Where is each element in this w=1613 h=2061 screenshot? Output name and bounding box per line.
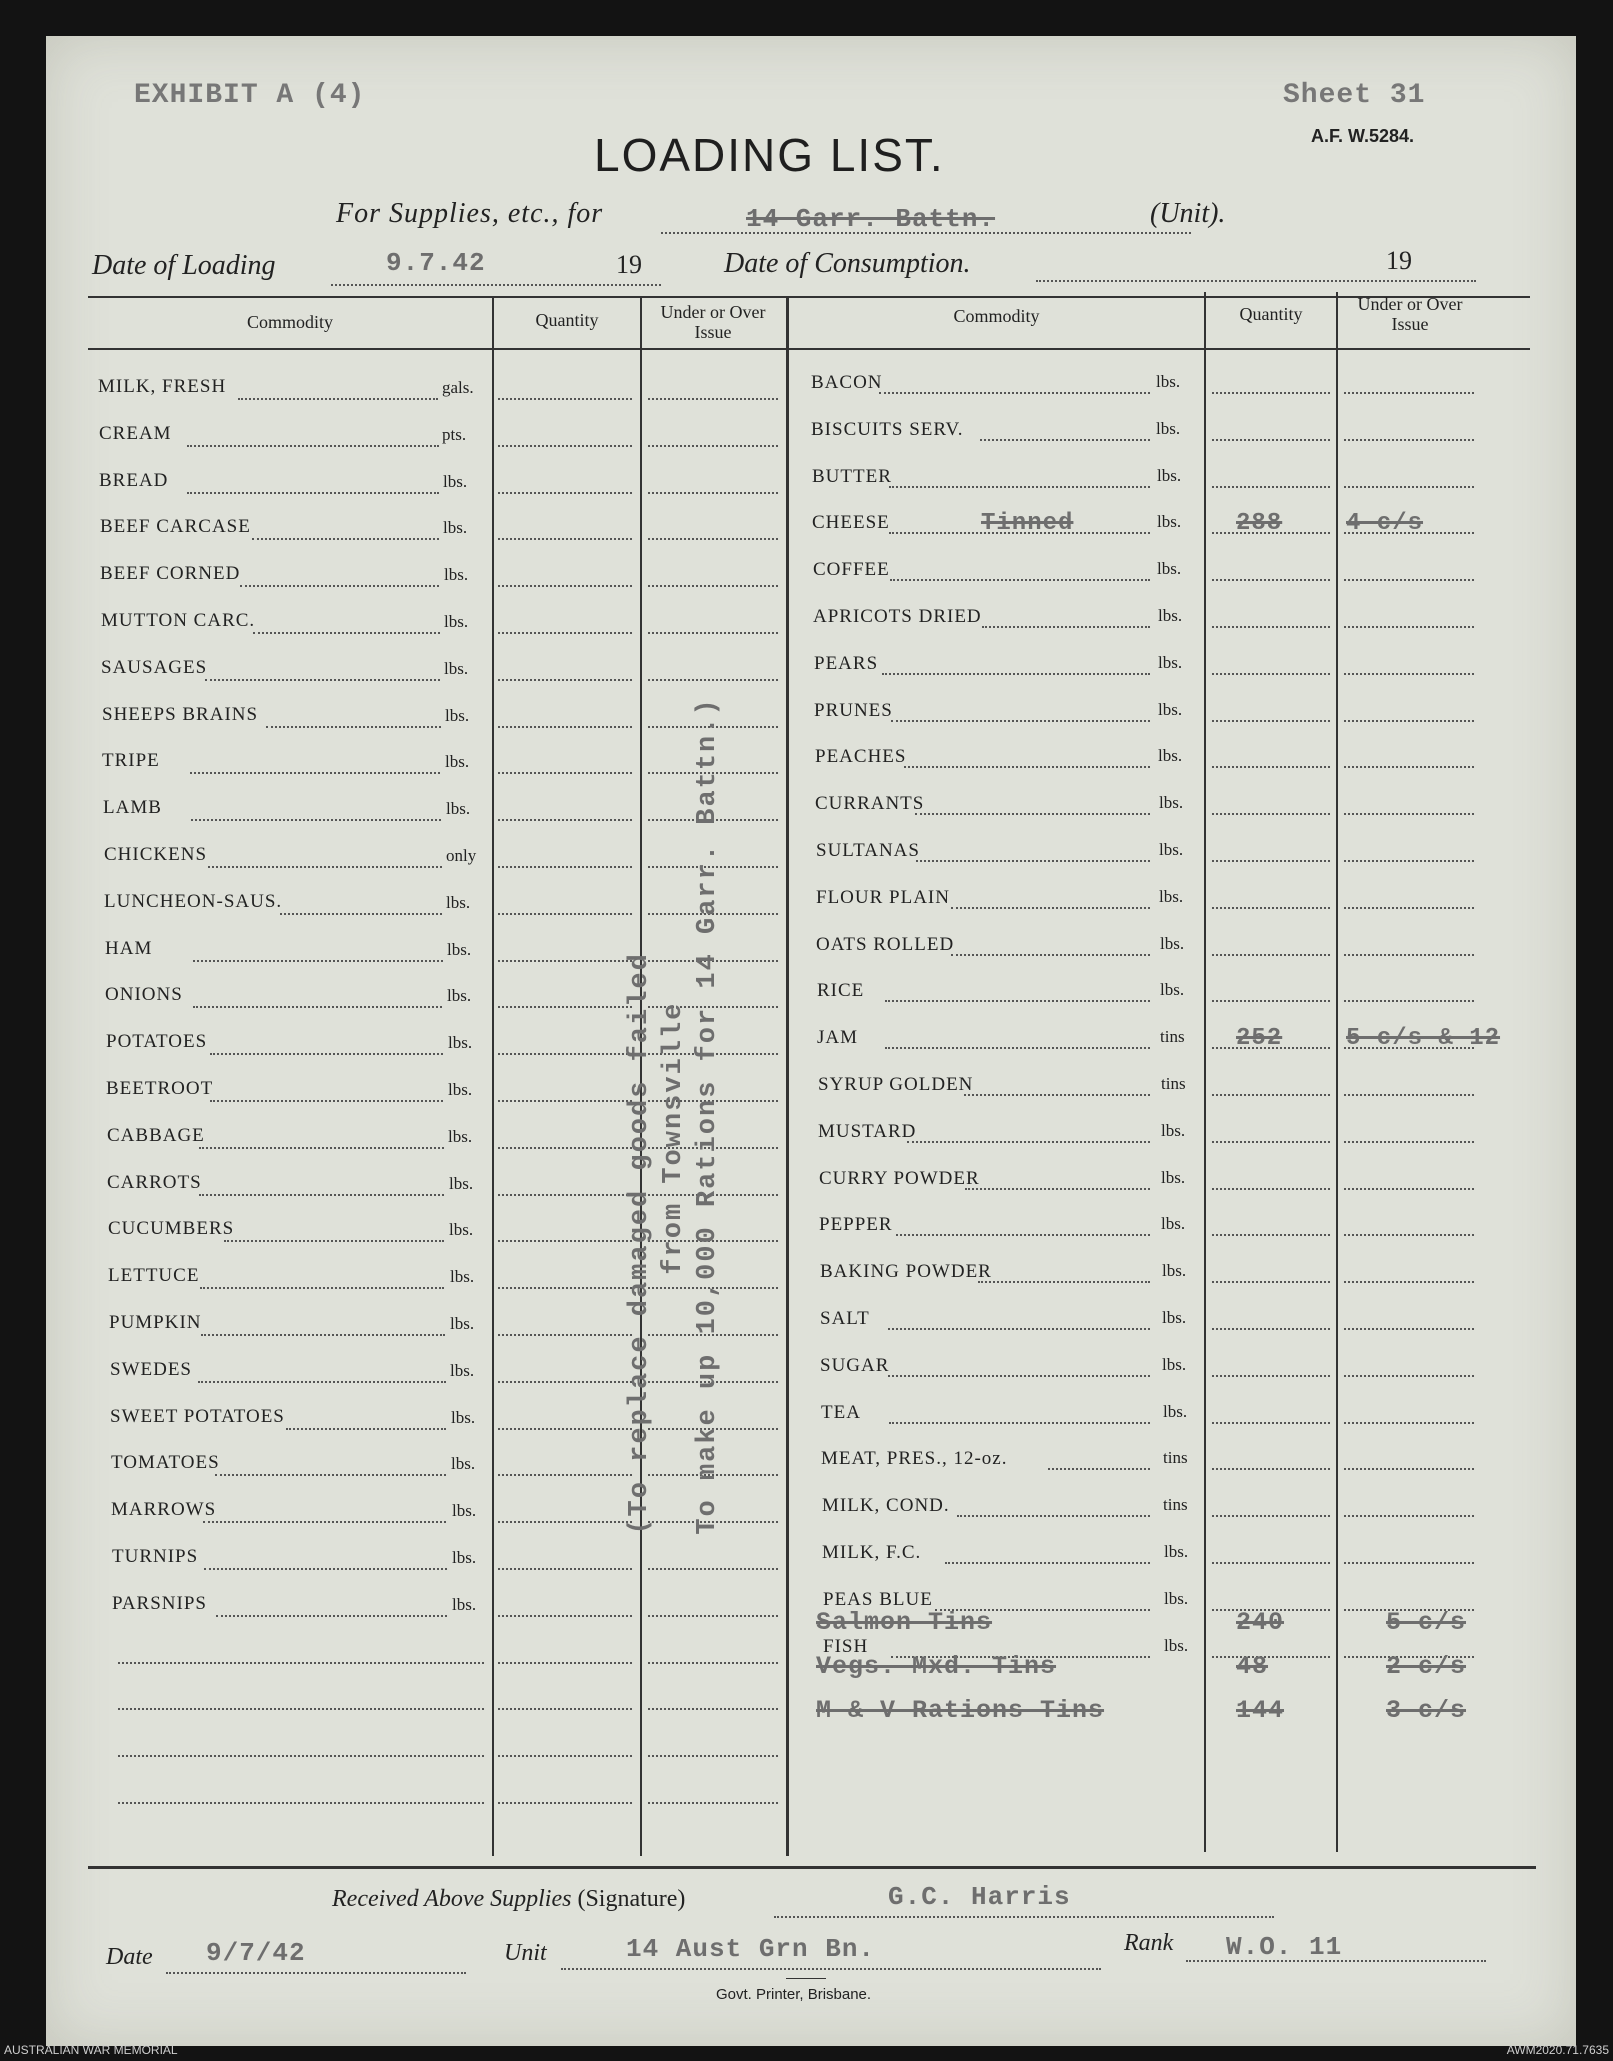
- table-row: [46, 1121, 1576, 1151]
- extra-item-name: Salmon Tins: [816, 1608, 993, 1637]
- commodity-unit: lbs.: [449, 1220, 474, 1240]
- commodity-unit: lbs.: [446, 892, 471, 912]
- col-issue-left: Under or Over Issue: [660, 302, 766, 342]
- commodity-unit: lbs.: [449, 1173, 474, 1193]
- table-row: [46, 746, 1576, 776]
- table-row: [46, 700, 1576, 730]
- commodity-unit: lbs.: [1162, 1354, 1187, 1374]
- commodity-name: MARROWS: [111, 1499, 217, 1521]
- extra-item-quantity: 144: [1236, 1696, 1285, 1725]
- date-loading-label: Date of Loading: [92, 250, 276, 281]
- table-row: [46, 512, 1576, 542]
- commodity-name: MILK, COND.: [822, 1495, 950, 1517]
- commodity-name: PARSNIPS: [112, 1592, 207, 1614]
- commodity-unit: lbs.: [452, 1501, 477, 1521]
- col-quantity-right: Quantity: [1239, 304, 1303, 324]
- table-row: [46, 1448, 1576, 1478]
- commodity-unit: lbs.: [443, 518, 468, 538]
- commodity-name: TOMATOES: [111, 1452, 220, 1474]
- vertical-note-line-1: (To replace damaged goods failed: [625, 952, 655, 1535]
- commodity-unit: lbs.: [448, 1033, 473, 1053]
- commodity-unit: tins: [1163, 1448, 1188, 1468]
- col-issue-right: Under or Over Issue: [1357, 294, 1463, 334]
- commodity-name: SULTANAS: [816, 840, 920, 861]
- commodity-unit: lbs.: [1156, 372, 1181, 391]
- commodity-unit: tins: [1161, 1074, 1186, 1093]
- col-commodity-right: Commodity: [953, 306, 1040, 326]
- date-loading-value: 9.7.42: [386, 248, 486, 278]
- commodity-name: SAUSAGES: [101, 656, 208, 678]
- extra-item-row: [46, 1608, 1576, 1638]
- commodity-unit: lbs.: [1159, 840, 1184, 859]
- commodity-unit: lbs.: [1159, 886, 1184, 906]
- commodity-unit: only: [446, 846, 477, 865]
- extra-item-name: Vegs. Mxd. Tins: [816, 1652, 1057, 1681]
- table-row: [46, 1027, 1576, 1057]
- commodity-unit: tins: [1160, 1027, 1185, 1047]
- table-row: [46, 466, 1576, 496]
- commodity-name: CUCUMBERS: [108, 1218, 235, 1240]
- commodity-unit: lbs.: [1159, 793, 1184, 813]
- commodity-name: CABBAGE: [107, 1124, 205, 1146]
- table-row: [46, 934, 1576, 964]
- commodity-unit: lbs.: [1161, 1120, 1186, 1140]
- commodity-unit: lbs.: [1158, 652, 1183, 672]
- commodity-name: BISCUITS SERV.: [811, 418, 964, 440]
- table-row: [46, 1214, 1576, 1244]
- extra-item-name: M & V Rations Tins: [816, 1696, 1105, 1725]
- commodity-name: CHICKENS: [104, 844, 208, 865]
- unit-label: (Unit).: [1150, 198, 1226, 229]
- commodity-note: Tinned: [981, 510, 1074, 538]
- commodity-name: CHEESE: [812, 512, 890, 534]
- commodity-name: CARROTS: [107, 1171, 202, 1193]
- commodity-unit: lbs.: [1160, 980, 1185, 1000]
- commodity-name: POTATOES: [106, 1031, 208, 1053]
- issue-value: 5 c/s & 12: [1346, 1025, 1501, 1053]
- commodity-name: MUSTARD: [818, 1120, 917, 1142]
- date-value: 9/7/42: [206, 1938, 306, 1968]
- commodity-name: SWEDES: [110, 1358, 192, 1380]
- commodity-name: COFFEE: [813, 559, 890, 581]
- commodity-name: FISH: [823, 1635, 869, 1657]
- blank-row: [46, 1780, 786, 1810]
- commodity-name: OATS ROLLED: [816, 933, 955, 955]
- commodity-unit: lbs.: [451, 1454, 476, 1474]
- commodity-name: MILK, FRESH: [98, 376, 227, 397]
- received-label: Received Above Supplies (Signature): [332, 1886, 686, 1912]
- extra-item-issue: 3 c/s: [1386, 1696, 1467, 1725]
- col-quantity-left: Quantity: [535, 310, 599, 330]
- commodity-name: CURRY POWDER: [819, 1167, 980, 1189]
- form-sheet: [46, 36, 1576, 2046]
- commodity-unit: lbs.: [445, 752, 470, 772]
- vertical-note-line-2: from Townsville: [659, 1001, 689, 1275]
- date-label: Date: [106, 1944, 153, 1970]
- commodity-unit: lbs.: [1157, 559, 1182, 579]
- year-2: 19: [1386, 246, 1412, 275]
- commodity-name: RICE: [817, 980, 865, 1002]
- for-supplies-label: For Supplies, etc., for: [336, 198, 604, 229]
- vertical-note: [623, 697, 725, 1534]
- quantity-value: 252: [1236, 1025, 1283, 1053]
- commodity-name: JAM: [817, 1027, 859, 1049]
- commodity-unit: lbs.: [1162, 1261, 1187, 1281]
- unit-footer-value: 14 Aust Grn Bn.: [626, 1934, 876, 1964]
- table-row: [46, 1261, 1576, 1291]
- commodity-unit: lbs.: [1163, 1401, 1188, 1421]
- extra-item-row: [46, 1652, 1576, 1682]
- table-row: [46, 1542, 1576, 1572]
- commodity-name: BACON: [811, 372, 883, 393]
- extra-item-quantity: 48: [1236, 1652, 1269, 1681]
- commodity-name: PEARS: [814, 652, 879, 674]
- commodity-name: MUTTON CARC.: [101, 610, 256, 631]
- commodity-unit: lbs.: [452, 1548, 477, 1567]
- commodity-name: PRUNES: [814, 699, 893, 721]
- date-consumption-label: Date of Consumption.: [724, 248, 971, 279]
- commodity-name: TEA: [821, 1401, 861, 1423]
- commodity-name: CREAM: [99, 422, 172, 444]
- commodity-name: MEAT, PRES., 12-oz.: [821, 1448, 1008, 1470]
- commodity-unit: lbs.: [443, 471, 468, 491]
- commodity-name: TURNIPS: [112, 1546, 199, 1567]
- commodity-name: SYRUP GOLDEN: [818, 1074, 974, 1095]
- table-row: [46, 1355, 1576, 1385]
- extra-item-issue: 5 c/s: [1386, 1608, 1467, 1637]
- commodity-name: CURRANTS: [815, 793, 925, 815]
- commodity-unit: lbs.: [450, 1314, 475, 1333]
- table-row: [46, 793, 1576, 823]
- page-title: LOADING LIST.: [594, 129, 945, 181]
- commodity-unit: lbs.: [1164, 1542, 1189, 1561]
- blank-row: [46, 1733, 786, 1763]
- commodity-unit: lbs.: [1161, 1214, 1186, 1234]
- table-row: [46, 653, 1576, 683]
- archive-label: AUSTRALIAN WAR MEMORIAL: [4, 2043, 178, 2057]
- commodity-unit: pts.: [442, 424, 467, 444]
- commodity-unit: lbs.: [446, 799, 471, 819]
- table-row: [46, 887, 1576, 917]
- commodity-name: FLOUR PLAIN: [816, 886, 950, 908]
- for-supplies-value: 14 Garr. Battn.: [746, 204, 996, 234]
- table-row: [46, 1074, 1576, 1104]
- commodity-unit: lbs.: [451, 1407, 476, 1427]
- year-1: 19: [616, 250, 642, 279]
- archive-id: AWM2020.71.7635: [1506, 2043, 1609, 2057]
- commodity-name: APRICOTS DRIED: [813, 606, 982, 627]
- commodity-name: LUNCHEON-SAUS.: [104, 890, 283, 912]
- commodity-name: LETTUCE: [108, 1265, 200, 1287]
- commodity-unit: lbs.: [448, 1080, 473, 1099]
- table-row: [46, 1495, 1576, 1525]
- commodity-unit: lbs.: [1164, 1588, 1189, 1608]
- commodity-unit: lbs.: [450, 1360, 475, 1380]
- extra-item-issue: 2 c/s: [1386, 1652, 1467, 1681]
- commodity-unit: lbs.: [447, 986, 472, 1006]
- commodity-unit: lbs.: [1160, 933, 1185, 953]
- table-row: [46, 840, 1576, 870]
- rank-label: Rank: [1124, 1930, 1174, 1956]
- issue-value: 4 c/s: [1346, 510, 1424, 538]
- table-row: [46, 1308, 1576, 1338]
- commodity-name: BEEF CARCASE: [100, 516, 251, 538]
- printer-credit: Govt. Printer, Brisbane.: [716, 1986, 872, 2003]
- table-row: [46, 419, 1576, 449]
- commodity-unit: lbs.: [447, 939, 472, 959]
- commodity-unit: lbs.: [444, 658, 469, 678]
- commodity-unit: lbs.: [1158, 606, 1183, 625]
- table-row: [46, 372, 1576, 402]
- sheet-number: Sheet 31: [1283, 80, 1426, 111]
- table-row: [46, 1168, 1576, 1198]
- table-row: [46, 559, 1576, 589]
- commodity-unit: gals.: [442, 378, 474, 397]
- commodity-name: SUGAR: [820, 1354, 890, 1376]
- commodity-name: PEACHES: [815, 746, 907, 768]
- commodity-name: ONIONS: [105, 984, 183, 1006]
- commodity-name: SWEET POTATOES: [110, 1405, 285, 1427]
- commodity-unit: lbs.: [1157, 465, 1182, 485]
- commodity-unit: lbs.: [452, 1594, 477, 1614]
- commodity-name: BEETROOT: [106, 1078, 214, 1099]
- table-row: [46, 606, 1576, 636]
- commodity-unit: lbs.: [1164, 1635, 1189, 1655]
- commodity-unit: lbs.: [1158, 699, 1183, 719]
- commodity-name: SALT: [820, 1308, 870, 1329]
- commodity-unit: lbs.: [448, 1126, 473, 1146]
- commodity-unit: lbs.: [1158, 746, 1183, 766]
- extra-item-quantity: 240: [1236, 1608, 1285, 1637]
- commodity-unit: lbs.: [444, 612, 469, 631]
- exhibit-mark: EXHIBIT A (4): [134, 80, 366, 111]
- table-row: [46, 980, 1576, 1010]
- commodity-name: PEPPER: [819, 1214, 893, 1236]
- commodity-unit: lbs.: [1157, 512, 1182, 532]
- signature-value: G.C. Harris: [888, 1882, 1071, 1912]
- commodity-unit: lbs.: [1162, 1308, 1187, 1327]
- table-row: [46, 1402, 1576, 1432]
- commodity-name: BUTTER: [812, 465, 892, 487]
- commodity-unit: lbs.: [445, 705, 470, 725]
- commodity-name: HAM: [105, 937, 153, 959]
- unit-footer-label: Unit: [504, 1940, 547, 1966]
- commodity-unit: tins: [1163, 1495, 1188, 1515]
- commodity-name: LAMB: [103, 797, 162, 819]
- commodity-name: BREAD: [99, 469, 169, 491]
- commodity-unit: lbs.: [1161, 1167, 1186, 1187]
- extra-item-row: [46, 1696, 1576, 1726]
- commodity-name: TRIPE: [102, 750, 160, 772]
- commodity-unit: lbs.: [444, 565, 469, 585]
- commodity-unit: lbs.: [450, 1267, 475, 1287]
- commodity-unit: lbs.: [1156, 418, 1181, 438]
- commodity-name: MILK, F.C.: [822, 1542, 922, 1563]
- commodity-name: BAKING POWDER: [820, 1261, 992, 1283]
- commodity-name: SHEEPS BRAINS: [102, 703, 259, 725]
- quantity-value: 288: [1236, 510, 1283, 538]
- col-commodity-left: Commodity: [246, 312, 333, 332]
- form-number: A.F. W.5284.: [1311, 126, 1415, 146]
- commodity-name: PUMPKIN: [109, 1312, 202, 1333]
- commodity-name: PEAS BLUE: [823, 1588, 933, 1610]
- vertical-note-line-3: To make up 10,000 Rations for 14 Garr. Battn.): [693, 697, 723, 1535]
- commodity-name: BEEF CORNED: [100, 563, 241, 585]
- rank-value: W.O. 11: [1226, 1932, 1343, 1962]
